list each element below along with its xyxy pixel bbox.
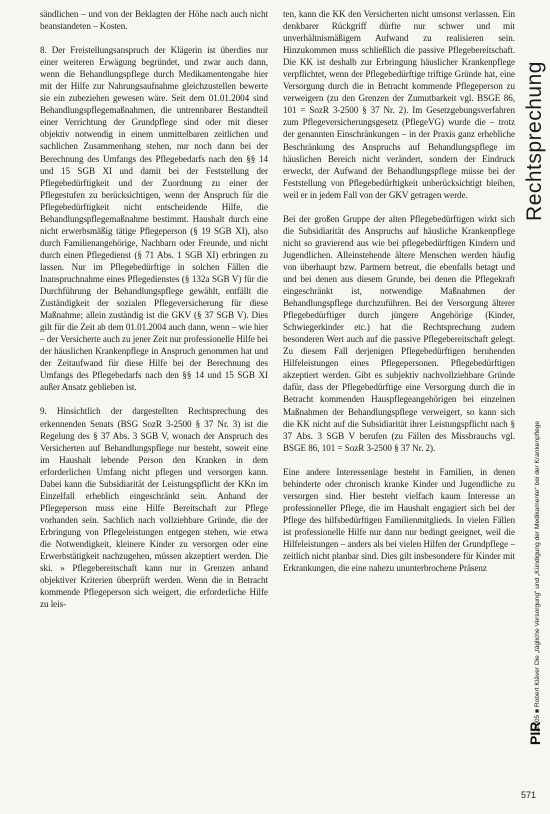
running-head: 1/2005 ■ Robert Kläver Die „tägliche Versorgung“ und „Kündigung der Medikamente“ bei der Krankenpflege — [534, 420, 541, 735]
left-text-column — [40, 8, 268, 610]
journal-logo: PIR — [527, 721, 543, 745]
paragraph: Bei der großen Gruppe der alten Pflegebedürftigen wirkt sich die Subsidiarität des Anspruchs auf häusliche Krankenpflege nicht so gravierend aus wie bei pflegebedürftigen Kindern und Jugendlichen. Alleinstehende ältere Menschen werden häufig von überhaupt bzw. Partnern betreut, die ebenfalls betagt und und bei denen aus diesem Grunde, bei denen die Pflegekraft eingeschränkt ist, notwendige Maßnahmen der Behandlungspflege durchzuführen. Bei der Versorgung älterer Pflegebedürftiger durch jüngere Angehörige (Kinder, Schwiegerkinder etc.) hat die Rechtsprechung zudem besonderen Wert auch auf die passive Pflegebereitschaft gelegt. Zu diesem Fall derjenigen Pflegebedürftigen beruhenden Hilfeleistungen eines Pflegepersonen. Pflegebedürftigen akzeptiert werden. Gibt es subjektiv nachvollziehbare Gründe dafür, dass der Pflegebedürftige eine Versorgung durch die in Betracht kommenden Hauspflegeangehörigen bei einzelnen Maßnahmen der Behandlungspflege verweigert, so kann sich die KK nicht auf die Subsidiarität ihrer Leistungspflicht nach § 37 Abs. 3 SGB V berufen (zu Fällen des Missbrauchs vgl. BSGE 86, 101 = SozR 3-2500 § 37 Nr. 2). — [283, 213, 515, 453]
section-title — [518, 6, 550, 276]
paragraph: 9. Hinsichtlich der dargestellten Rechtsprechung des erkennenden Senats (BSG SozR 3-2500 § 37 Nr. 3) ist die Regelung des § 37 Abs. 3 SGB V, wonach der Anspruch des Versicherten auf Behandlungspflege nur besteht, soweit eine im Haushalt lebende Person den Kranken in dem erforderlichen Umfang nicht pflegen und versorgen kann. Dabei kann die Subsidiarität der Leistungspflicht der KKn im Einzelfall erheblich eingeschränkt sein. Anhand der Pflegeperson muss eine Hilfe Bereitschaft zur Pflege vorhanden sein. Sachlich nach vollziehbare Gründe, die der Erbringung von Pflegeleistungen entgegen stehen, wie etwa die Notwendigkeit, kleinere Kinder zu versorgen oder eine Erwerbstätigkeit nachzugehen, müssen akzeptiert werden. Die ski. » Pflegebereitschaft kann nur in Grenzen anhand objektiver Kriterien überprüft werden. Wenn die in Betracht kommende Pflegeperson sich weigert, die erforderliche Hilfe zu leis- — [40, 406, 268, 610]
section-title-text: Rechtsprechung — [523, 61, 546, 221]
paragraph: ten, kann die KK den Versicherten nicht umsonst verlassen. Ein denkbarer Rückgriff dürfte nur schwer und mit unverhältnismäßigem Aufwand zu realisieren sein. Hinzukommen muss schließlich die passive Pflegebereitschaft. Die KK ist deshalb zur Erbringung häuslicher Krankenpflege verpflichtet, wenn der Pflegebedürftige triftige Gründe hat, eine Versorgung durch die in Betracht kommende Pflegeperson zu verweigern (zu den Grenzen der Zumutbarkeit vgl. BSGE 86, 101 = SozR 3-2500 § 37 Nr. 2). Im Gesetzgebungsverfahren zum Pflegeversicherungsgesetz (PflegeVG) wurde die – trotz der genannten Einschränkungen – in der Praxis ganz erhebliche Beschränkung des Anspruchs auf Behandlungspflege im häuslichen Bereich nicht verändert, sondern der Eindruck erweckt, der Aufwand der Behandlungspflege müsse bei der Feststellung von Pflegebedürftigkeit unberücksichtigt bleiben, weil er in jedem Fall von der GKV getragen werde. — [283, 9, 515, 200]
paragraph: Eine andere Interessenlage besteht in Familien, in denen behinderte oder chronisch kranke Kinder und Jugendliche zu versorgen sind. Hier besteht vielfach kaum Interesse an professioneller Pflege, die im Haushalt engagiert sich bei der Pflege des hilfsbedürftigen Familienmitglieds. In vielen Fällen ist professionelle Hilfe nur dann nur bedingt geeignet, weil die Hilfeleistungen – anders als bei vielen Hilfen der Grundpflege – zeitlich nicht planbar sind. Dies gilt insbesondere für Kinder mit Erkrankungen, die eine nahezu ununterbrochene Präsenz — [283, 466, 515, 574]
page-number: 571 — [521, 790, 537, 800]
paragraph: 8. Der Freistellungsanspruch der Klägerin ist überdies nur einer weiteren Erwägung begründet, und zwar auch dann, wenn die Behandlungspflege durch Medikamentengabe hier mit der Hilfe zur Nahrungsaufnahme gleichzustellen bewerte sie ein zubeziehen gewesen wäre. Seit dem 01.01.2004 sind Behandlungspflegemaßnahmen, die untrennbarer Bestandteil einer Verrichtung der Grundpflege sind oder mit dieser objektiv notwendig in einem unmittelbaren zeitlichen und sachlichen Zusammenhang stehen, nur noch dann bei der Berechnung des Umfangs des Pflegebedarfs nach den §§ 14 und 15 SGB XI und damit bei der Feststellung der Pflegebedürftigkeit und der Zuordnung zu einer der Pflegestufen zu berücksichtigen, wenn der Anspruch für die Pflegebedürftigkeit nicht entscheidende Hilfe, die Behandlungspflegemaßnahme bestimmt. Haushalt durch eine nicht erwerbsmäßig tätige Pflegeperson (§ 19 SGB XI), also durch Familienangehörige, Nachbarn oder Freunde, und nicht durch einen Pflegedienst (§ 71 Abs. 1 SGB XI) erbringen zu lassen. Nur im Pflegebedürftige in solchen Fällen die Inanspruchnahme eines Pflegedienstes (§ 132a SGB V) für die Durchführung der Behandlungspflege gewählt, entfällt die Zuständigkeit der sozialen Pflegeversicherung für diese Maßnahme; allein zuständig ist die GKV (§ 37 SGB V). Dies gilt für die Zeit ab dem 01.01.2004 auch dann, wenn – wie hier – der Versicherte auch zu jener Zeit nur professionelle Hilfe bei der häuslichen Krankenpflege in Anspruch genommen hat und der Zeitaufwand für diese Hilfe bei der Berechnung des Umfangs des Pflegebedarfs nach den §§ 14 und 15 SGB XI außer Ansatz geblieben ist. — [40, 45, 268, 393]
right-text-column — [283, 8, 515, 574]
paragraph: sändlichen – und von der Beklagten der Höhe nach auch nicht beanstandeten – Kosten. — [40, 9, 268, 32]
